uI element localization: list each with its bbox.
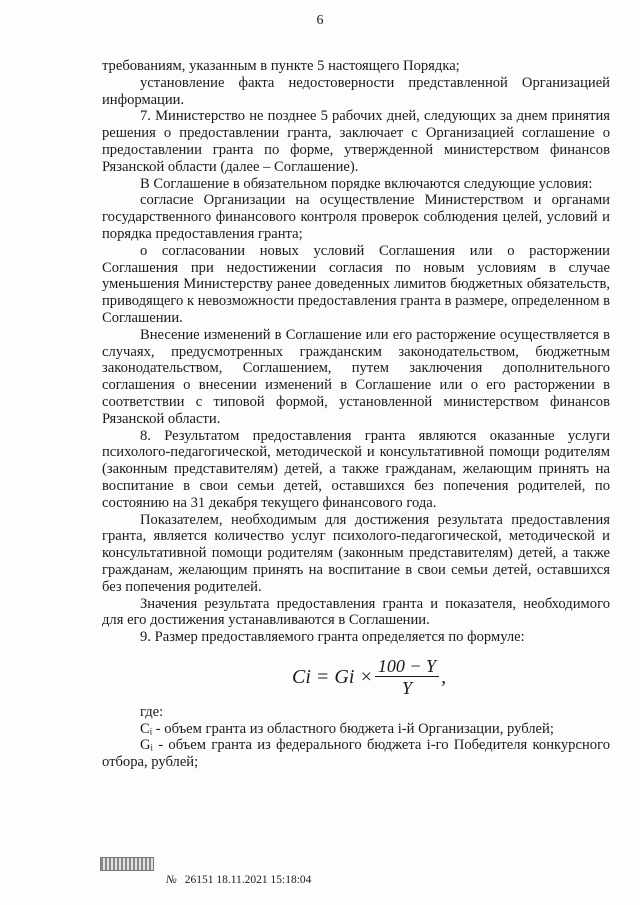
doc-date: 18.11.2021 — [216, 874, 268, 886]
document-registration — [166, 874, 311, 886]
page-number: 6 — [316, 13, 324, 28]
formula-lhs: Ci = Gi × — [292, 665, 373, 688]
paragraph: установление факта недостоверности представленной Организацией информации. — [102, 74, 610, 108]
formula-numerator: 100 − Y — [375, 656, 439, 677]
paragraph: 8. Результатом предоставления гранта являются оказанные услуги психолого-педагогической, методической и консультативной помощи родителям (законным представителям) детей, а также гражданам, желающим принять на воспитание в свои семьи детей, оставшихся без попечения родителей, по состоянию на 31 декабря текущего финансового года. — [102, 427, 610, 511]
formula-trail: , — [441, 665, 447, 688]
definition: где: — [140, 703, 164, 720]
paragraph: 7. Министерство не позднее 5 рабочих дней, следующих за днем принятия решения о предоставлении гранта, заключает с Организацией соглашение о предоставлении гранта по форме, утвержденной министерством финансов Рязанской области (далее – Соглашение). — [102, 108, 610, 175]
paragraph: согласие Организации на осуществление Министерством и органами государственного финансового контроля проверок соблюдения целей, условий и порядка предоставления гранта; — [102, 192, 610, 242]
formula-denominator: Y — [401, 677, 412, 698]
formula-fraction — [375, 656, 439, 699]
doc-time: 15:18:04 — [270, 874, 312, 886]
doc-id: 26151 — [184, 874, 214, 886]
definition: Gᵢ - объем гранта из федерального бюджета i-го Победителя конкурсного отбора, рублей; — [102, 737, 610, 771]
paragraph: 9. Размер предоставляемого гранта определяется по формуле: — [140, 629, 525, 646]
definition: Cᵢ - объем гранта из областного бюджета i-й Организации, рублей; — [140, 720, 554, 737]
paragraph: Значения результата предоставления гранта и показателя, необходимого для его достижения устанавливаются в Соглашении. — [102, 595, 610, 629]
grant-formula — [292, 656, 446, 699]
paragraph: В Соглашение в обязательном порядке включаются следующие условия: — [140, 175, 593, 192]
number-symbol: № — [166, 874, 177, 886]
document-body — [102, 58, 610, 771]
barcode-stamp — [100, 857, 154, 871]
paragraph: о согласовании новых условий Соглашения или о расторжении Соглашения при недостижении согласия по новым условиям в случае уменьшения Министерству ранее доведенных лимитов бюджетных обязательств, приводящего к невозможности предоставления гранта в размере, определенном в Соглашении. — [102, 242, 610, 326]
formula-block — [102, 648, 610, 704]
paragraph: Внесение изменений в Соглашение или его расторжение осуществляется в случаях, предусмотренных гражданским законодательством, бюджетным законодательством, Соглашением, путем заключения дополнительного соглашения о внесении изменений в Соглашение или о его расторжении в соответствии с типовой формой, установленной министерством финансов Рязанской области. — [102, 326, 610, 427]
paragraph: требованиям, указанным в пункте 5 настоящего Порядка; — [102, 58, 460, 74]
paragraph: Показателем, необходимым для достижения результата предоставления гранта, является количество услуг психолого-педагогической, методической и консультативной помощи родителям (законным представителям) детей, а также гражданам, желающим принять на воспитание в свои семьи детей, оставшихся без попечения родителей. — [102, 511, 610, 595]
